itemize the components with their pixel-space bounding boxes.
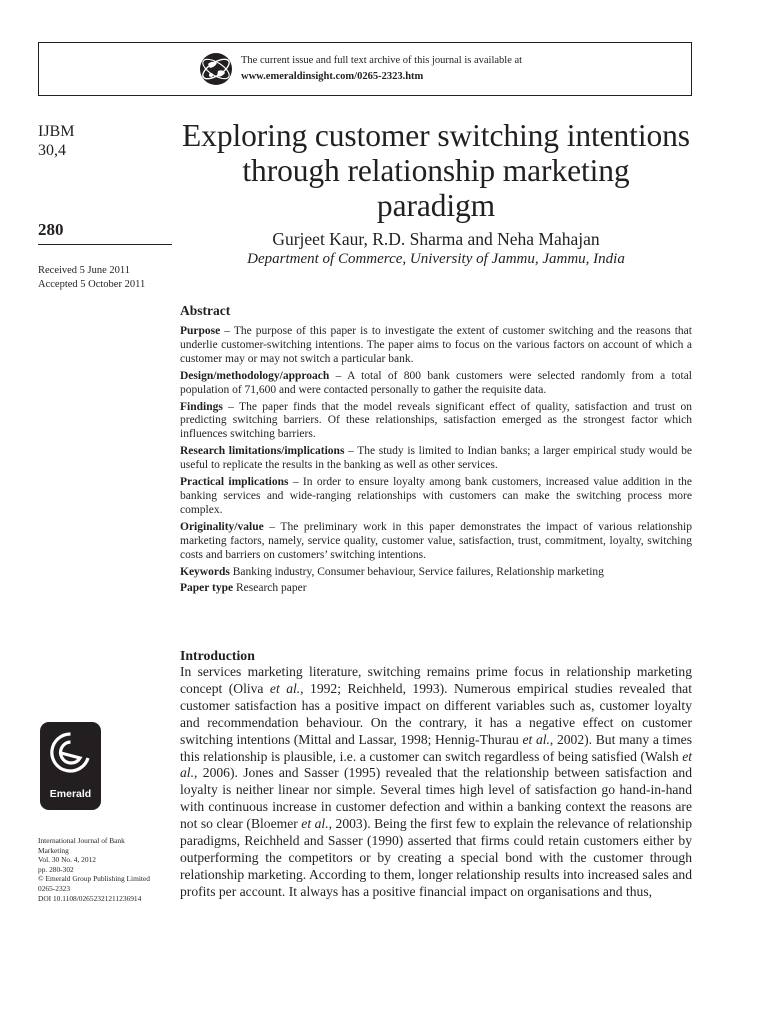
page-number: 280 — [38, 220, 64, 239]
accepted-date: Accepted 5 October 2011 — [38, 279, 146, 290]
intro-citation-etal: et al. — [269, 680, 301, 696]
abstract-section — [180, 303, 692, 599]
intro-citation-etal: et al. — [301, 816, 329, 832]
originality-label: Originality/value — [180, 520, 264, 533]
findings-label: Findings — [180, 400, 223, 413]
abstract-originality — [180, 521, 692, 563]
paper-type-text: Research paper — [233, 582, 307, 595]
article-title: Exploring customer switching intentions through relationship marketing paradigm — [182, 118, 690, 223]
article-authors: Gurjeet Kaur, R.D. Sharma and Neha Mahajan — [272, 229, 600, 249]
citation-line: International Journal of Bank — [38, 836, 125, 845]
introduction-paragraph — [180, 664, 692, 901]
emerald-wordmark: Emerald — [49, 788, 92, 800]
abstract-limitations — [180, 445, 692, 473]
intro-citation-etal: et al. — [522, 731, 550, 747]
abstract-purpose — [180, 325, 692, 367]
purpose-label: Purpose — [180, 325, 221, 337]
intro-citation-etal: et al. — [180, 748, 692, 781]
emerald-logo — [40, 722, 101, 810]
abstract-keywords — [180, 566, 692, 580]
journal-volume: 30,4 — [38, 142, 66, 159]
citation-line: pp. 280-302 — [38, 864, 74, 874]
intro-text: , 2003). Being the first few to explain the relevance of relationship paradigms, Reichheld and Sasser (1990) asserted that firms could retain customers either by outperforming the competitors or by creating a special bond with the customer through relationship marketing. According to them, longer relationship results into increased sales and profits per account. It always has a positive financial impact on organisations and thus, — [180, 816, 692, 899]
author-affiliation: Department of Commerce, University of Jammu, Jammu, India — [247, 251, 625, 267]
keywords-label: Keywords — [180, 565, 230, 578]
margin-divider — [38, 244, 172, 245]
intro-text: , 2002). But many a times this relationship is plausible, i.e. a customer can switch regardless of being satisfied (Walsh — [180, 731, 692, 764]
intro-text: , 1992; Reichheld, 1993). Numerous empirical studies revealed that customer satisfaction has a positive impact on different variables such as, customer loyalty and recommendation behaviour. On the contrary, it has a negative effect on customer switching intentions (Mittal and Lassar, 1998; Hennig-Thurau — [180, 680, 692, 747]
practical-text: – In order to ensure loyalty among bank customers, increased value addition in the banking services and wide-ranging relationships with customers can make the switching process more complex. — [180, 476, 692, 516]
journal-code: IJBM — [38, 123, 75, 140]
citation-line: Vol. 30 No. 4, 2012 — [38, 855, 96, 865]
abstract-practical — [180, 476, 692, 518]
globe-icon — [199, 52, 233, 86]
abstract-heading: Abstract — [180, 303, 231, 318]
intro-text: In services marketing literature, switching remains prime focus in relationship marketing concept (Oliva — [180, 664, 692, 696]
submission-dates — [38, 264, 145, 292]
paper-type-label: Paper type — [180, 582, 234, 595]
purpose-text: – The purpose of this paper is to investigate the extent of customer switching and the reasons that underlie customer-switching intentions. The paper aims to focus on the various factors on account of which a customer may or may not switch a particular bank. — [180, 325, 692, 365]
received-date: Received 5 June 2011 — [38, 265, 131, 276]
limitations-label: Research limitations/implications — [180, 445, 345, 458]
practical-label: Practical implications — [180, 476, 289, 489]
design-text: – A total of 800 bank customers were selected randomly from a total population of 71,600 and were contacted personally to gather the requisite data. — [180, 369, 692, 396]
journal-citation — [38, 836, 178, 903]
citation-line: Marketing — [38, 845, 69, 855]
journal-volume-info — [38, 122, 74, 160]
findings-text: – The paper finds that the model reveals significant effect of quality, satisfaction and trust on predicting switching barriers. Of these relationships, satisfaction emerged as the strongest factor which influences switching barriers. — [180, 400, 692, 441]
abstract-paper-type — [180, 582, 692, 596]
originality-text: – The preliminary work in this paper demonstrates the impact of various relationship marketing factors, namely, service quality, customer value, satisfaction, trust, commitment, loyalty, switching costs and barriers on customers’ switching intentions. — [180, 520, 692, 561]
introduction-section — [180, 647, 692, 901]
limitations-text: – The study is limited to Indian banks; a larger empirical study would be useful to replicate the results in the banking as well as other services. — [180, 445, 692, 472]
journal-url-link[interactable]: www.emeraldinsight.com/0265-2323.htm — [241, 71, 424, 82]
introduction-heading: Introduction — [180, 648, 255, 663]
abstract-findings — [180, 401, 692, 443]
citation-line: © Emerald Group Publishing Limited — [38, 874, 150, 884]
citation-doi: DOI 10.1108/02652321211236914 — [38, 893, 142, 903]
citation-line: 0265-2323 — [38, 883, 71, 893]
journal-archive-banner — [38, 42, 692, 96]
abstract-design — [180, 370, 692, 398]
banner-text: The current issue and full text archive of this journal is available at — [241, 55, 523, 66]
keywords-text: Banking industry, Consumer behaviour, Service failures, Relationship marketing — [229, 565, 604, 578]
design-label: Design/methodology/approach — [180, 369, 330, 382]
intro-text: , 2006). Jones and Sasser (1995) revealed that the relationship between satisfaction and loyalty is neither linear nor simple. Several times high level of satisfaction go hand-in-hand with continuous increase in customer defection and within a banking context the reasons are not so clear (Bloemer — [180, 765, 692, 832]
emerald-e-icon — [48, 730, 93, 784]
